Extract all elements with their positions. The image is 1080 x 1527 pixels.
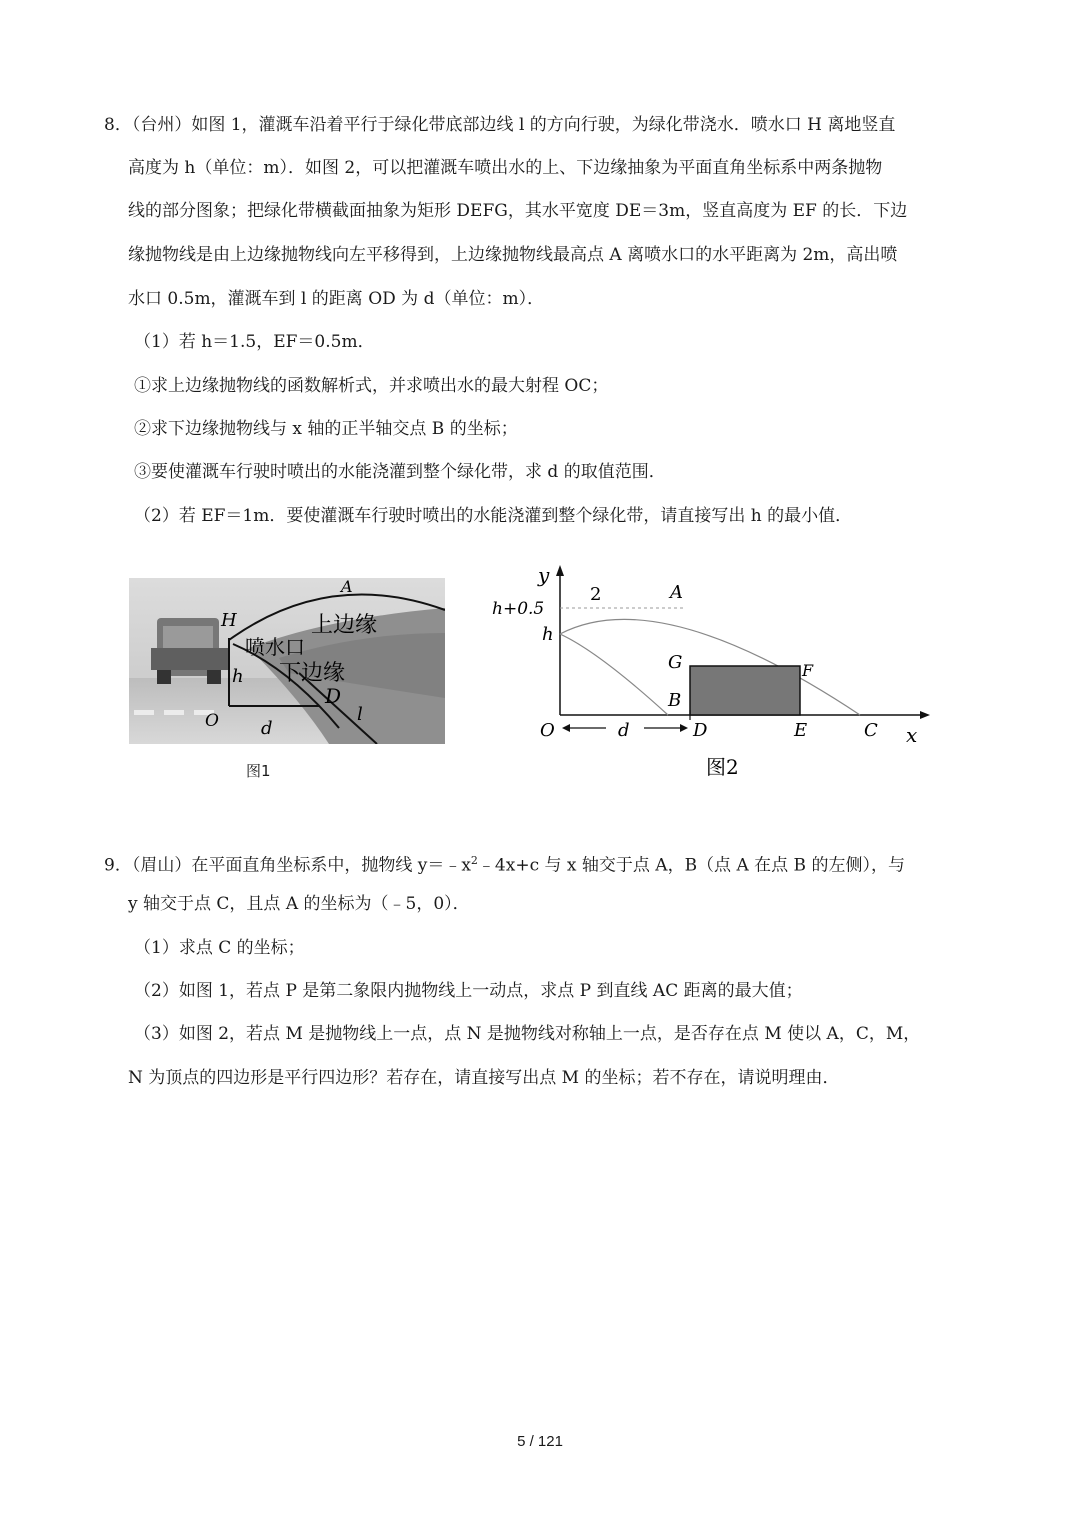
problem9-line-1-prefix: 9．（眉山）在平面直角坐标系中，抛物线 y＝﹣x bbox=[104, 855, 471, 876]
problem8-sub2: ②求下边缘抛物线与 x 轴的正半轴交点 B 的坐标； bbox=[134, 419, 518, 439]
problem8-line-3: 线的部分图象；把绿化带横截面抽象为矩形 DEFG，其水平宽度 DE＝3m，竖直高度为 EF 的长．下边 bbox=[128, 201, 908, 221]
figure2-label-h: h bbox=[542, 624, 554, 645]
problem9-part2: （2）如图 1，若点 P 是第二象限内抛物线上一动点，求点 P 到直线 AC 距离的最大值； bbox=[134, 981, 803, 1001]
figure2-label-D: D bbox=[693, 720, 708, 741]
figure1-truck bbox=[151, 618, 229, 684]
problem9-line-2: y 轴交于点 C，且点 A 的坐标为（﹣5，0）． bbox=[128, 894, 470, 914]
figure2-label-2: 2 bbox=[590, 584, 602, 605]
problem8-line-1: 8．（台州）如图 1，灌溉车沿着平行于绿化带底部边线 l 的方向行驶，为绿化带浇水．喷水口 H 离地竖直 bbox=[104, 115, 896, 135]
figure2-caption: 图2 bbox=[706, 755, 739, 779]
figure2-x-arrow bbox=[920, 711, 930, 719]
figure1-label-upper: 上边缘 bbox=[311, 613, 378, 638]
figure2-label-A: A bbox=[670, 582, 683, 603]
figure1-label-lower: 下边缘 bbox=[279, 661, 346, 686]
problem8-part2: （2）若 EF＝1m．要使灌溉车行驶时喷出的水能浇灌到整个绿化带，请直接写出 h 的最小值． bbox=[134, 506, 853, 526]
problem9-line-1 bbox=[104, 849, 905, 878]
problem8-line-2: 高度为 h（单位：m）．如图 2，可以把灌溉车喷出水的上、下边缘抽象为平面直角坐标系中两条抛物 bbox=[128, 158, 883, 178]
figure2-y-arrow bbox=[556, 565, 564, 576]
figure1-label-O: O bbox=[205, 711, 219, 731]
figure2-label-B: B bbox=[668, 690, 682, 711]
page-number: 5 / 121 bbox=[517, 1433, 563, 1450]
figure1-caption: 图1 bbox=[246, 762, 271, 780]
figure2-label-h-plus: h+0.5 bbox=[492, 599, 545, 619]
figure1-label-l: l bbox=[357, 704, 363, 725]
problem9-line-1-suffix: ﹣4x+c 与 x 轴交于点 A，B（点 A 在点 B 的左侧），与 bbox=[477, 855, 905, 876]
problem8-part1: （1）若 h＝1.5，EF＝0.5m． bbox=[134, 332, 375, 352]
problem8-line-4: 缘抛物线是由上边缘抛物线向左平移得到，上边缘抛物线最高点 A 离喷水口的水平距离为 2m，高出喷 bbox=[128, 245, 898, 265]
figure1-label-nozzle: 喷水口 bbox=[245, 635, 305, 659]
figure2-label-O: O bbox=[540, 720, 555, 741]
problem8-line-5: 水口 0.5m，灌溉车到 l 的距离 OD 为 d（单位：m）． bbox=[128, 289, 545, 309]
figure2-d-arrow-right bbox=[680, 724, 688, 732]
figure2-label-x: x bbox=[906, 723, 918, 747]
problem8-sub1: ①求上边缘抛物线的函数解析式，并求喷出水的最大射程 OC； bbox=[134, 376, 609, 396]
figure1-lane-markings bbox=[134, 710, 214, 715]
figure2-d-arrow-left bbox=[562, 724, 570, 732]
figure2-label-E: E bbox=[794, 720, 808, 741]
problem8-sub3: ③要使灌溉车行驶时喷出的水能浇灌到整个绿化带，求 d 的取值范围． bbox=[134, 462, 666, 482]
problem9-part3-line-2: N 为顶点的四边形是平行四边形？若存在，请直接写出点 M 的坐标；若不存在，请说明理由． bbox=[128, 1068, 840, 1088]
figure2-rectangle-DEFG bbox=[690, 666, 800, 715]
figure1-label-A: A bbox=[341, 578, 353, 596]
problem9-exponent: 2 bbox=[470, 854, 478, 867]
figure1-label-d: d bbox=[261, 718, 273, 739]
figure2-diagram bbox=[484, 560, 930, 792]
figure1-label-h: h bbox=[232, 666, 244, 687]
figure2-lower-parabola bbox=[560, 634, 668, 715]
figure2-label-F: F bbox=[802, 661, 814, 680]
figure1-photo bbox=[129, 578, 445, 744]
figure2-label-d: d bbox=[618, 720, 630, 741]
figure1-label-H: H bbox=[221, 610, 237, 631]
figure2-label-y: y bbox=[538, 563, 550, 587]
problem9-part3-line-1: （3）如图 2，若点 M 是抛物线上一点，点 N 是抛物线对称轴上一点，是否存在点 M 使以 A，C，M， bbox=[134, 1024, 921, 1044]
figure1-label-D: D bbox=[325, 684, 342, 708]
figure2-label-C: C bbox=[864, 720, 878, 741]
problem9-part1: （1）求点 C 的坐标； bbox=[134, 938, 305, 958]
figure2-label-G: G bbox=[668, 652, 683, 673]
